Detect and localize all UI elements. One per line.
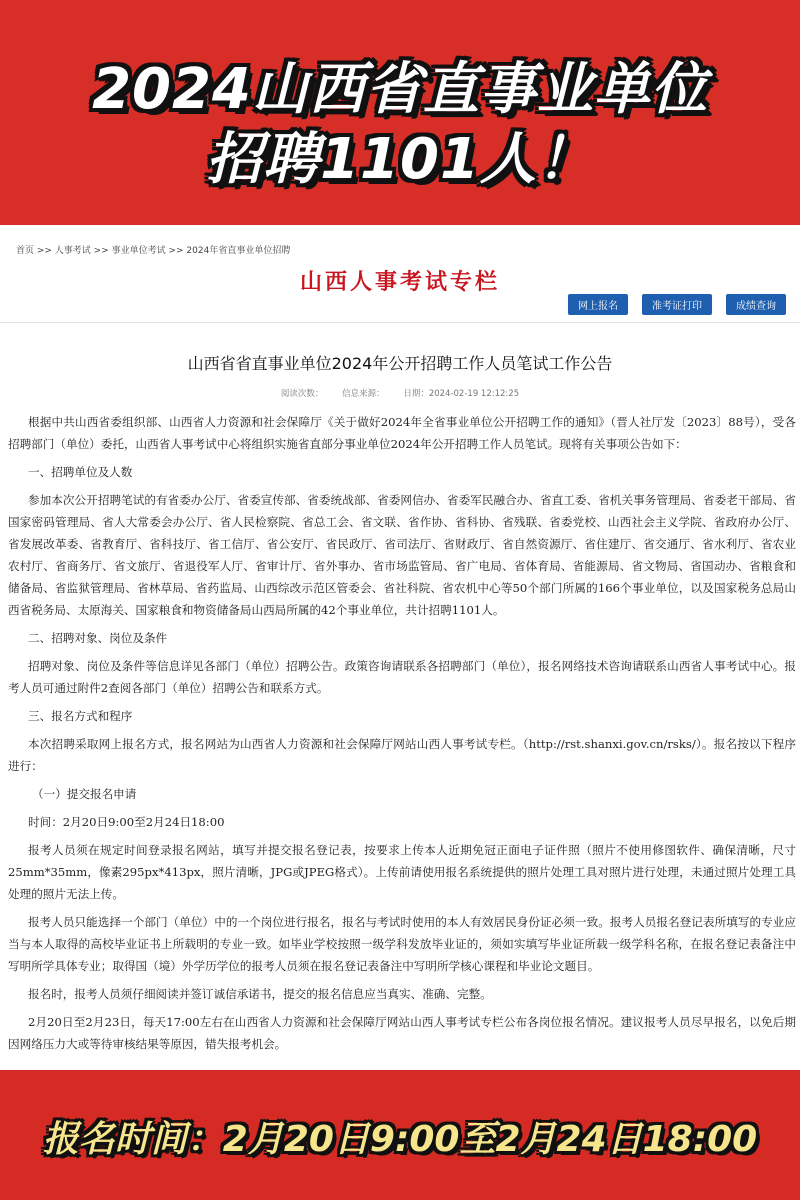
section-heading-2: 二、招聘对象、岗位及条件	[28, 631, 168, 645]
registration-time-caption: 报名时间：2月20日9:00至2月24日18:00	[42, 1119, 758, 1160]
top-button-group	[568, 294, 786, 315]
paragraph-photo: 报考人员须在规定时间登录报名网站，填写并提交报名登记表，按要求上传本人近期免冠正面电子证件照（照片不使用修图软件、确保清晰，尺寸25mm*35mm，像素295px*413px，照片清晰，JPG或JPEG格式）。上传前请使用报名系统提供的照片处理工具对照片进行处理，未通过照片处理工具处理的照片无法上传。	[8, 843, 796, 901]
section-heading-1: 一、招聘单位及人数	[28, 465, 133, 479]
site-title: 山西人事考试专栏	[299, 269, 500, 295]
paragraph-conditions: 招聘对象、岗位及条件等信息详见各部门（单位）招聘公告。政策咨询请联系各招聘部门（单位），报名网络技术咨询请联系山西省人事考试中心。报考人员可通过附件2查阅各部门（单位）招聘公告和联系方式。	[8, 659, 796, 695]
meta-date: 日期：2024-02-19 12:12:25	[403, 389, 520, 399]
paragraph-position: 报考人员只能选择一个部门（单位）中的一个岗位进行报名，报名与考试时使用的本人有效居民身份证必须一致。报考人员报名登记表所填写的专业应当与本人取得的高校毕业证书上所载明的专业一致。如毕业学校按照一级学科发放毕业证的，须如实填写毕业证所载一级学科名称，在报名登记表备注中写明所学具体专业；取得国（境）外学历学位的报考人员须在报名登记表备注中写明所学核心课程和毕业论文题目。	[8, 915, 796, 973]
breadcrumb[interactable]: 首页 >> 人事考试 >> 事业单位考试 >> 2024年省直事业单位招聘	[16, 246, 291, 256]
article-meta	[0, 387, 800, 399]
online-registration-button[interactable]: 网上报名	[568, 294, 628, 315]
webpage-screenshot	[0, 225, 800, 1070]
article-title: 山西省省直事业单位2024年公开招聘工作人员笔试工作公告	[187, 354, 613, 373]
meta-views: 阅读次数：	[280, 389, 324, 399]
paragraph-status: 2月20日至2月23日，每天17:00左右在山西省人力资源和社会保障厅网站山西人事考试专栏公布各岗位报名情况。建议报考人员尽早报名，以免后期因网络压力大或等待审核结果等原因，错失报考机会。	[8, 1015, 796, 1051]
paragraph-time: 时间：2月20日9:00至2月24日18:00	[28, 815, 225, 829]
headline-line-1: 2024山西省直事业单位	[92, 57, 708, 122]
paragraph-units: 参加本次公开招聘笔试的有省委办公厅、省委宣传部、省委统战部、省委网信办、省委军民融合办、省直工委、省机关事务管理局、省委老干部局、省国家密码管理局、省人大常委会办公厅、省人民检察院、省总工会、省文联、省作协、省科协、省残联、省委党校、山西社会主义学院、省政府办公厅、省发展改革委、省教育厅、省科技厅、省工信厅、省公安厅、省民政厅、省司法厅、省财政厅、省自然资源厅、省住建厅、省交通厅、省水利厅、省农业农村厅、省商务厅、省文旅厅、省退役军人厅、省审计厅、省外事办、省市场监管局、省广电局、省体育局、省能源局、省文物局、省国动办、省粮食和储备局、省监狱管理局、省林草局、省药监局、山西综改示范区管委会、省社科院、省农机中心等50个部门所属的166个事业单位，以及国家税务总局山西省税务局、太原海关、国家粮食和物资储备局山西局所属的42个事业单位，共计招聘1101人。	[8, 493, 796, 617]
paragraph-intro: 根据中共山西省委组织部、山西省人力资源和社会保障厅《关于做好2024年全省事业单位公开招聘工作的通知》（晋人社厅发〔2023〕88号），受各招聘部门（单位）委托，山西省人事考试中心将组织实施省直部分事业单位2024年公开招聘工作人员笔试。现将有关事项公告如下：	[8, 415, 796, 451]
score-query-button[interactable]: 成绩查询	[726, 294, 786, 315]
section-heading-3: 三、报名方式和程序	[28, 709, 133, 723]
meta-source: 信息来源：	[342, 389, 385, 399]
header-divider	[0, 322, 800, 323]
article-body	[8, 411, 796, 1061]
paragraph-commitment: 报名时，报考人员须仔细阅读并签订诚信承诺书，提交的报名信息应当真实、准确、完整。	[28, 987, 492, 1001]
paragraph-method: 本次招聘采取网上报名方式，报名网站为山西省人力资源和社会保障厅网站山西人事考试专栏。（http://rst.shanxi.gov.cn/rsks/）。报名按以下程序进行：	[8, 737, 796, 773]
admission-ticket-print-button[interactable]: 准考证打印	[642, 294, 712, 315]
headline-line-2: 招聘1101人！	[206, 127, 594, 192]
subsection-heading-1: （一）提交报名申请	[32, 787, 137, 801]
